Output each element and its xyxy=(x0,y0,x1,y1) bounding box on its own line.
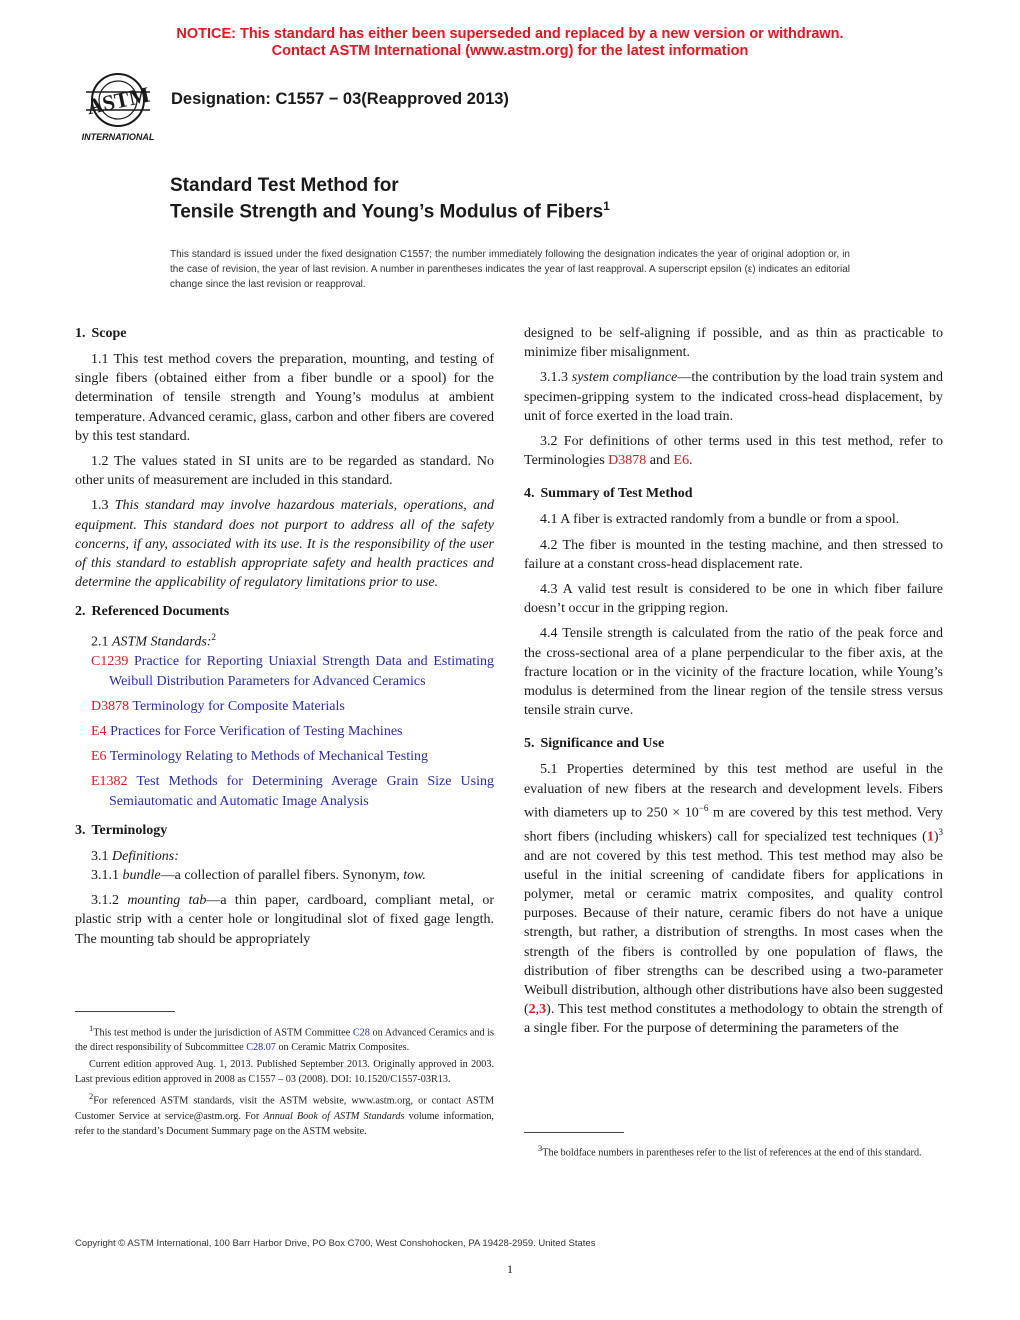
section-4-heading: 4. Summary of Test Method xyxy=(524,486,693,502)
para-3-2: 3.2 For definitions of other terms used in this test method, refer to Terminologies D3878 and E6. xyxy=(524,434,943,469)
para-1-3: 1.3 This standard may involve hazardous materials, operations, and equipment. This standard does not purport to address all of the safety concerns, if any, associated with its use. It is the responsibility of the user of this standard to establish appropriate safety and health practices and determine the applicability of regulatory limitations prior to use. xyxy=(75,498,494,591)
ref-item-e4[interactable]: E4 Practices for Force Verification of Testing Machines xyxy=(91,723,403,739)
footnotes-left xyxy=(75,1021,494,1141)
para-4-4: 4.4 Tensile strength is calculated from the ratio of the peak force and the cross-sectional area of a plane perpendicular to the fiber axis, at the fracture location or in the vicinity of the fracture location, while Young’s modulus is determined from the linear region of the tensile stress versus tensile strain curve. xyxy=(524,626,943,719)
title-text: Tensile Strength and Young’s Modulus of Fibers xyxy=(170,201,604,223)
section-3-heading: 3. Terminology xyxy=(75,822,168,838)
link-e6[interactable]: E6 xyxy=(673,453,690,469)
para-3-1-2: 3.1.2 mounting tab—a thin paper, cardboard, compliant metal, or plastic strip with a center hole or longitudinal slot of fixed gage length. The mounting tab should be appropriately xyxy=(75,893,495,947)
para-4-1: 4.1 A fiber is extracted randomly from a bundle or from a spool. xyxy=(540,512,900,528)
para-2-1: 2.1 ASTM Standards:$^2$ xyxy=(91,632,216,651)
para-5-1: 5.1 Properties determined by this test method are useful in the evaluation of new fibers at the research and development levels. Fibers with diameters up to $250 \times 10^{-6}$ m are covered by this test method. Very short fibers (including whiskers) call for specialized test techniques $(1)^3$ and are not covered by this test method. This test method may also be useful in the initial screening of candidate fibers for applications in polymer, metal or ceramic matrix composites, and quality control purposes. Because of their nature, ceramic fibers do not have a unique strength, but rather, a distribution of strengths. In most cases when the strength of the fibers is controlled by one population of flaws, the distribution of fiber strengths can be described using a two-parameter Weibull distribution, although other distributions have also been suggested (2,3). This test method constitutes a methodology to obtain the strength of a single fiber. For the purpose of determining the parameters of the xyxy=(524,762,943,1037)
footnote-1: $^1$This test method is under the jurisdiction of ASTM Committee C28 on Advanced Ceramics and is the direct responsibility of Subcommittee C28.07 on Ceramic Matrix Composites. xyxy=(75,1023,494,1054)
ref-item-c1239[interactable]: C1239 Practice for Reporting Uniaxial Strength Data and Estimating Weibull Distribution Parameters for Advanced Ceramics xyxy=(91,654,494,689)
link-d3878[interactable]: D3878 xyxy=(608,453,647,469)
para-3-1-1: 3.1.1 bundle—a collection of parallel fibers. Synonym, tow. xyxy=(91,867,426,883)
footnote-2: $^2$For referenced ASTM standards, visit the ASTM website, www.astm.org, or contact ASTM Customer Service at service@astm.org. For Annual Book of ASTM Standards volume information, refer to the standard’s Document Summary page on the ASTM website. xyxy=(75,1091,494,1137)
link-c28[interactable]: C28 xyxy=(352,1027,370,1039)
right-column xyxy=(524,324,943,1045)
title-line-1: Standard Test Method for xyxy=(170,175,399,196)
ref-link-1[interactable]: 1 xyxy=(926,829,934,845)
para-3-1-3: 3.1.3 system compliance—the contribution by the load train system and specimen-gripping system to the indicated cross-head displacement, by unit of force exerted in the load train. xyxy=(524,370,944,424)
footnote-1-edition: Current edition approved Aug. 1, 2013. Published September 2013. Originally approved in 2003. Last previous edition approved in 2008 as C1557 – 03 (2008). DOI: 10.1520/C1557-03R13. xyxy=(75,1059,494,1086)
notice-line-2: Contact ASTM International (www.astm.org) for the latest information xyxy=(271,43,749,59)
withdrawal-notice xyxy=(0,26,1020,60)
para-3-1-2-continued: designed to be self-aligning if possible, and as thin as practicable to minimize fiber misalignment. xyxy=(524,326,943,361)
issuance-note: This standard is issued under the fixed designation C1557; the number immediately following the designation indicates the year of original adoption or, in the case of revision, the year of last revision. A number in parentheses indicates the year of last reapproval. A superscript epsilon (ε) indicates an editorial change since the last revision or reapproval. xyxy=(170,249,850,290)
copyright: Copyright © ASTM International, 100 Barr Harbor Drive, PO Box C700, West Conshohocken, PA 19428-2959. United States xyxy=(75,1238,596,1249)
para-4-2: 4.2 The fiber is mounted in the testing machine, and then stressed to failure at a constant cross-head displacement rate. xyxy=(524,537,943,572)
title-footnote-ref: 1 xyxy=(603,199,610,213)
page-number: 1 xyxy=(507,1262,513,1276)
para-3-1: 3.1 Definitions: xyxy=(91,848,179,864)
section-5-heading: 5. Significance and Use xyxy=(524,736,665,752)
footnote-rule-right xyxy=(524,1132,624,1133)
ref-item-e6[interactable]: E6 Terminology Relating to Methods of Mechanical Testing xyxy=(91,749,428,765)
footnote-rule-left xyxy=(75,1011,175,1012)
section-1-heading: 1. Scope xyxy=(75,326,127,341)
designation: Designation: C1557 − 03(Reapproved 2013) xyxy=(171,90,509,108)
left-column xyxy=(75,324,494,955)
astm-logo xyxy=(72,70,164,146)
astm-logo-icon xyxy=(72,70,164,146)
notice-line-1: NOTICE: This standard has either been superseded and replaced by a new version or withdrawn. xyxy=(176,26,844,42)
section-2-heading: 2. Referenced Documents xyxy=(75,604,230,620)
footnote-3: $^3$The boldface numbers in parentheses refer to the list of references at the end of this standard. xyxy=(538,1143,922,1159)
para-1-1: 1.1 This test method covers the preparation, mounting, and testing of single fibers (obtained either from a fiber bundle or a spool) for the determination of tensile strength and Young’s modulus at ambient temperature. Advanced ceramic, glass, carbon and other fibers are covered by this test standard. xyxy=(75,352,494,444)
title-line-2 xyxy=(170,199,610,223)
ref-item-e1382[interactable]: E1382 Test Methods for Determining Average Grain Size Using Semiautomatic and Automatic Image Analysis xyxy=(91,774,494,809)
footnotes-right xyxy=(524,1141,943,1162)
para-4-3: 4.3 A valid test result is considered to be one in which fiber failure doesn’t occur in the gripping region. xyxy=(524,582,943,617)
para-1-2: 1.2 The values stated in SI units are to be regarded as standard. No other units of measurement are included in this standard. xyxy=(75,454,494,489)
ref-link-3[interactable]: 3 xyxy=(539,1002,547,1018)
ref-item-d3878[interactable]: D3878 Terminology for Composite Materials xyxy=(91,698,345,714)
ref-link-2[interactable]: 2 xyxy=(528,1002,536,1018)
svg-text:INTERNATIONAL: INTERNATIONAL xyxy=(81,132,155,142)
svg-text:ASTM: ASTM xyxy=(84,81,152,120)
link-c2807[interactable]: C28.07 xyxy=(246,1042,276,1054)
